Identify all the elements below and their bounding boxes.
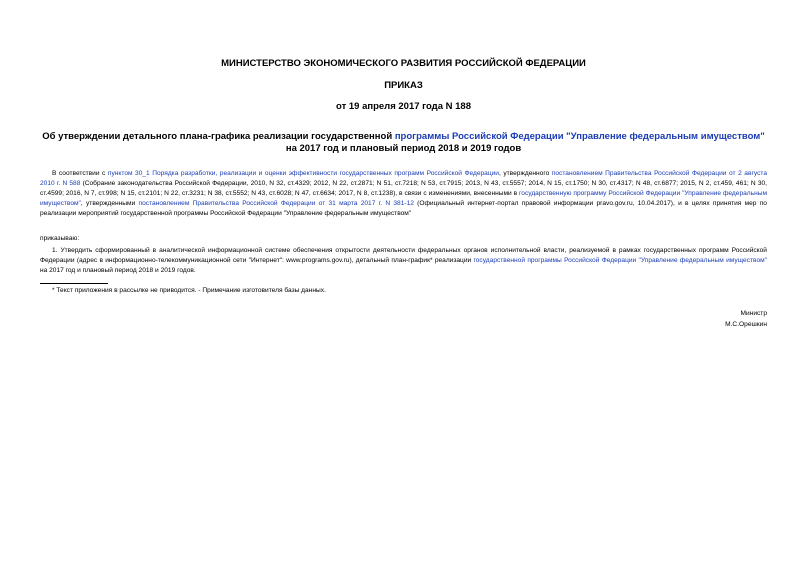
order-word: приказываю: — [40, 235, 80, 242]
title-program-link[interactable]: программы Российской Федерации "Управление федеральным имуществом" — [394, 131, 765, 142]
doc-type-heading: ПРИКАЗ — [384, 80, 423, 91]
procedure-link[interactable]: пунктом 30_1 Порядка разработки, реализации и оценки эффективности государственных программ Российской Федерации — [107, 170, 499, 177]
item-1-text-2: на 2017 год и плановый период 2018 и 2019 годов. — [40, 267, 196, 274]
title-text-1: Об утверждении детального плана-графика реализации государственной — [42, 131, 395, 142]
preamble-text-3: (Собрание законодательства Российской Федерации, 2010, N 32, ст.4329; 2012, N 22, ст.2871; N 51, ст.7218; N 53, ст.7915; 2013, N 43, ст.5557; 2014, N 15, ст.1750; N 30, ст.4317; N 48, ст.6877; 2015, N 2, ст.459, 461; N 30, ст.4599; 2016, N 7, ст.998; N 15, ст.2101; N 22, ст.3231; N 38, ст.5552; N 43, ст.6028; N 47, ст.6634; 2017, N 8, ст.1238), в связи с изменениями, внесенными в — [40, 180, 768, 197]
state-program-link[interactable]: государственную программу Российской Федерации "Управление федеральным имуществом" — [40, 190, 767, 207]
signature-name: М.С.Орешкин — [725, 321, 767, 328]
item-1-text-1: 1. Утвердить сформированный в аналитической информационной системе обеспечения открытости деятельности федеральных органов исполнительной власти, реализуемой в рамках государственных программ Российской Федерации (адрес в информационно-телекоммуникационной сети "Интернет": www.programs.gov.ru), детальный план-график* реализации — [40, 247, 767, 264]
item-1-paragraph — [40, 246, 767, 276]
preamble-paragraph — [40, 169, 767, 219]
title-text-2: на 2017 год и плановый период 2018 и 2019 годов — [285, 142, 522, 154]
preamble-text-1: В соответствии с — [52, 170, 108, 177]
signature-position: Министр — [740, 310, 767, 317]
resolution-381-link[interactable]: постановлением Правительства Российской Федерации от 31 марта 2017 г. N 381-12 — [138, 200, 414, 207]
preamble-text-5: (Официальный интернет-портал правовой информации pravo.gov.ru, 10.04.2017), и в целях принятия мер по реализации мероприятий государственной программы Российской Федерации "Управление федеральным имуществом" — [40, 200, 767, 217]
resolution-588-link[interactable]: постановлением Правительства Российской Федерации от 2 августа 2010 г. N 588 — [40, 170, 767, 187]
document-title — [40, 131, 767, 154]
preamble-text-4: , утвержденными — [80, 200, 139, 207]
ministry-heading: МИНИСТЕРСТВО ЭКОНОМИЧЕСКОГО РАЗВИТИЯ РОССИЙСКОЙ ФЕДЕРАЦИИ — [221, 58, 586, 69]
footnote: * Текст приложения в рассылке не приводится. - Примечание изготовителя базы данных. — [52, 287, 326, 294]
footnote-divider — [40, 283, 108, 284]
preamble-text-2: , утвержденного — [499, 170, 552, 177]
date-number-heading: от 19 апреля 2017 года N 188 — [336, 101, 471, 112]
item-1-program-link[interactable]: государственной программы Российской Федерации "Управление федеральным имуществом" — [473, 257, 767, 264]
